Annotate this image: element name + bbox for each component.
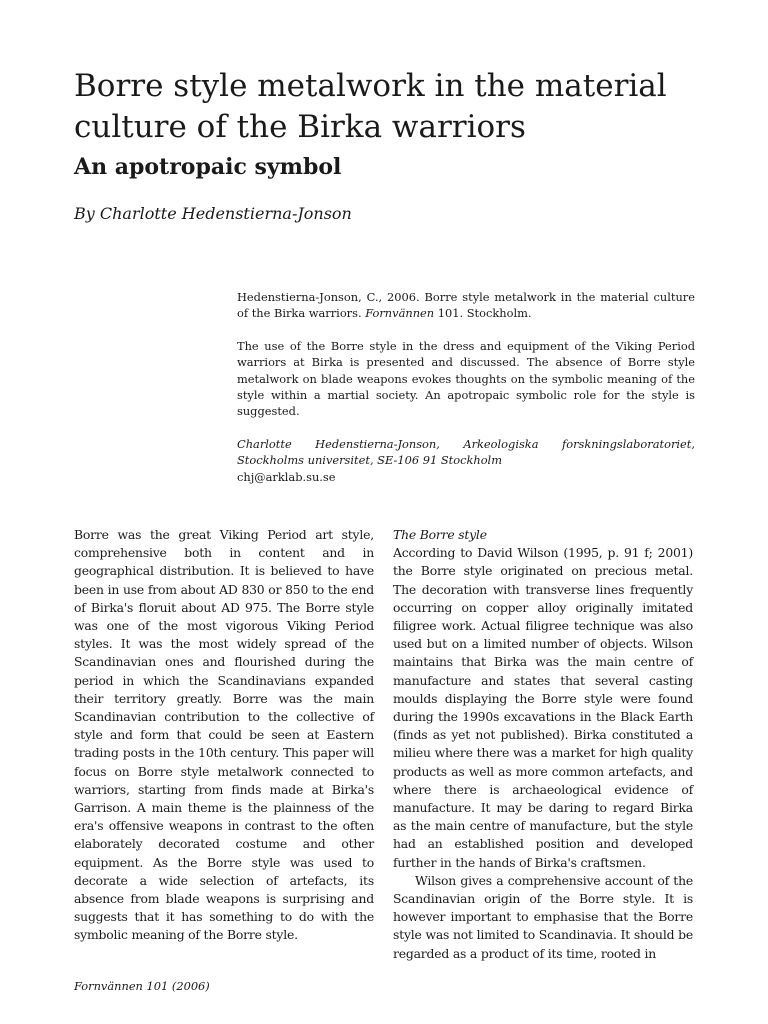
author-affiliation-block [237,436,695,485]
body-paragraph: Wilson gives a comprehensive account of the Scandinavian origin of the Borre style. It is however important to emphasise that the Borre style was not limited to Scandinavia. It should be regarded as a product of its time, rooted in [393,872,693,961]
section-heading: The Borre style [393,527,487,542]
body-left-column [74,526,374,945]
author-byline: By Charlotte Hedenstierna-Jonson [74,204,352,223]
body-right-column [393,526,693,963]
author-email: chj@arklab.su.se [237,469,336,484]
citation-journal: Fornvännen [365,306,435,321]
intro-paragraph: Borre was the great Viking Period art style, comprehensive both in content and in geographical distribution. It is believed to have been in use from about AD 830 or 850 to the end of Birka's floruit about AD 975. The Borre style was one of the most vigorous Viking Period styles. It was the most widely spread of the Scandinavian ones and flourished during the period in which the Scandinavians expanded their territory greatly. Borre was the main Scandinavian contribution to the collective of style and form that could be seen at Eastern trading posts in the 10th century. This paper will focus on Borre style metalwork connected to warriors, starting from finds made at Birka's Garrison. A main theme is the plainness of the era's offensive weapons in contrast to the often elaborately decorated costume and other equipment. As the Borre style was used to decorate a wide selection of artefacts, its absence from blade weapons is surprising and suggests that it has something to do with the symbolic meaning of the Borre style. [74,527,374,943]
abstract-summary: The use of the Borre style in the dress and equipment of the Viking Period warriors at Birka is presented and discussed. The absence of Borre style metalwork on blade weapons evokes thoughts on the symbolic meaning of the style within a martial society. An apotropaic symbolic role for the style is suggested. [237,338,695,419]
author-affiliation: Charlotte Hedenstierna-Jonson, Arkeologiska forskningslaboratoriet, Stockholms universitet, SE-106 91 Stockholm [237,436,695,468]
citation [237,289,695,322]
body-paragraph: According to David Wilson (1995, p. 91 f; 2001) the Borre style originated on precious metal. The decoration with transverse lines frequently occurring on copper alloy originally imitated filigree work. Actual filigree technique was also used but on a limited number of objects. Wilson maintains that Birka was the main centre of manufacture and states that several casting moulds displaying the Borre style were found during the 1990s excavations in the Black Earth (finds as yet not published). Birka constituted a milieu where there was a market for high quality products as well as more common artefacts, and where there is archaeological evidence of manufacture. It may be daring to regard Birka as the main centre of manufacture, but the style had an established position and developed further in the hands of Birka's craftsmen. [393,545,693,870]
running-footer: Fornvännen 101 (2006) [74,979,210,993]
abstract-block [237,289,695,485]
article-title: Borre style metalwork in the material culture of the Birka warriors [74,68,667,145]
article-subtitle: An apotropaic symbol [74,154,342,180]
citation-volume: 101. Stockholm. [434,306,532,321]
citation-text: Hedenstierna-Jonson, C., 2006. Borre style metalwork in the material culture of the Birka warriors. [237,290,695,321]
